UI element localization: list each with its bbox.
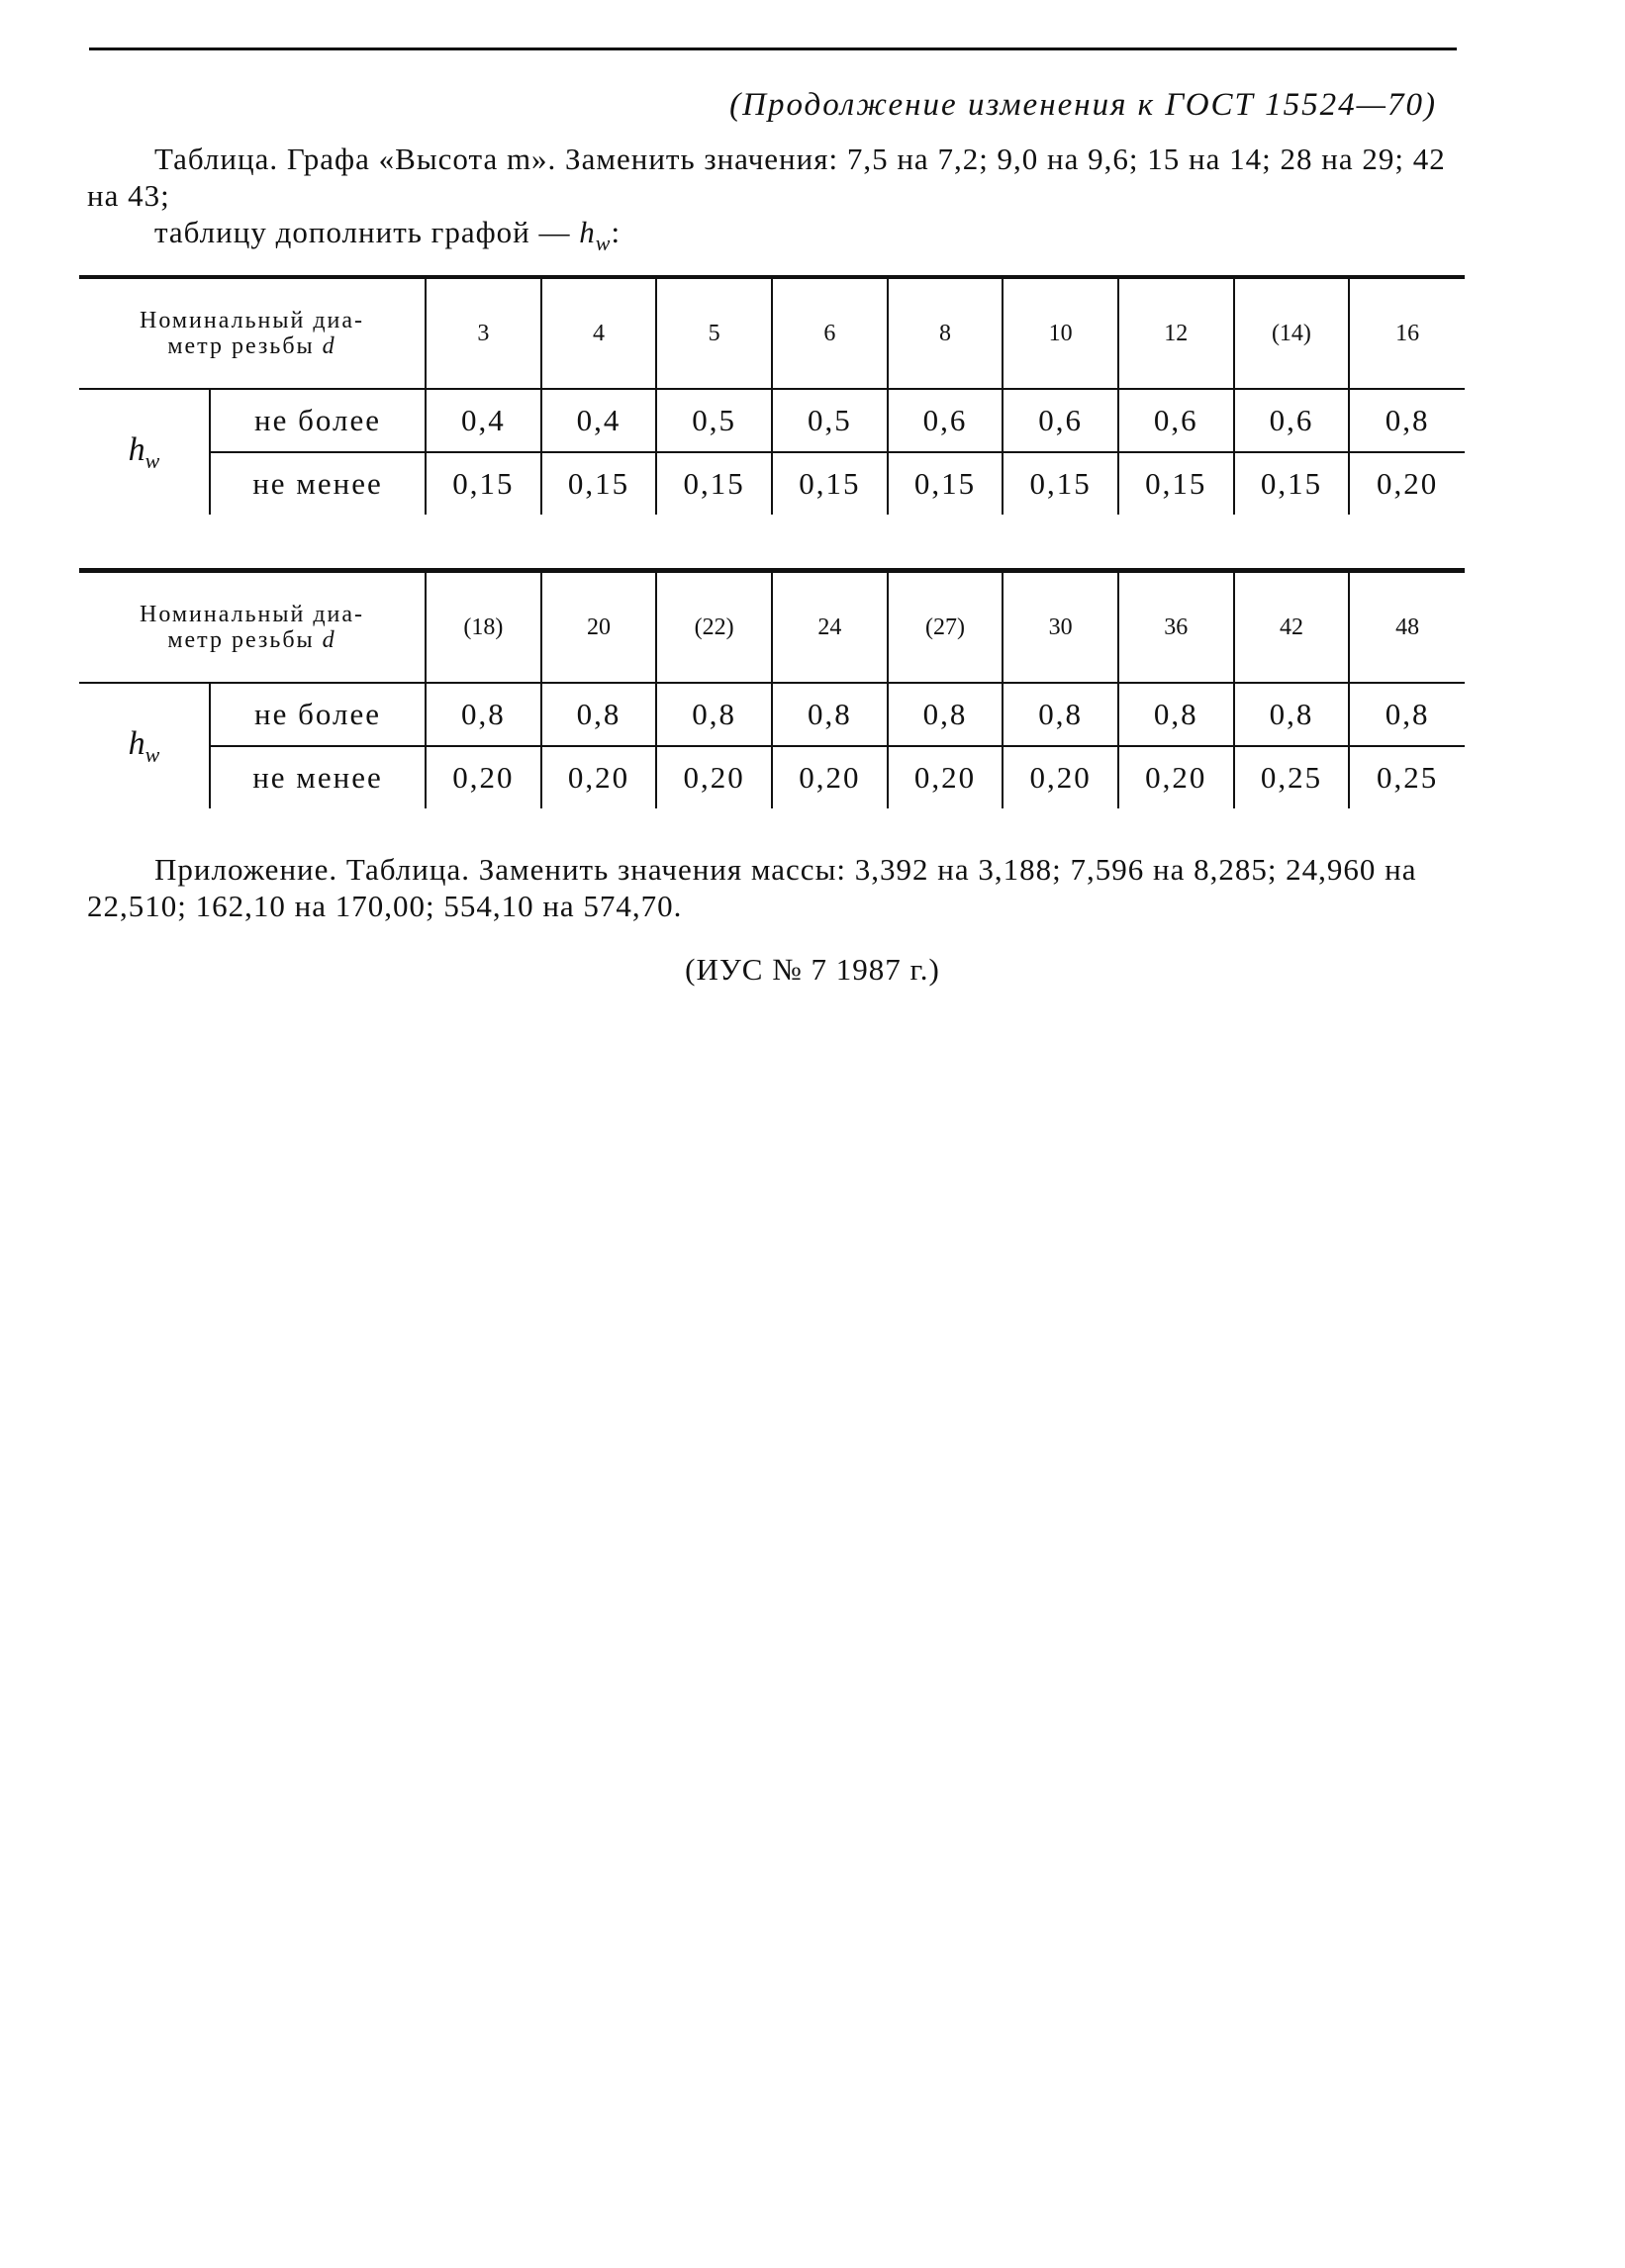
diameter-cell: 20 (541, 571, 657, 684)
diameter-label-cell: Номинальный диа- метр резьбы d (79, 571, 426, 684)
value-cell: 0,15 (1118, 452, 1234, 515)
table-row-min (79, 452, 1465, 515)
table-row-min (79, 746, 1465, 808)
diameter-cell: 30 (1003, 571, 1118, 684)
value-cell: 0,20 (1349, 452, 1465, 515)
value-cell: 0,20 (1003, 746, 1118, 808)
value-cell: 0,4 (426, 389, 541, 452)
table-header-row (79, 571, 1465, 684)
source-reference: (ИУС № 7 1987 г.) (685, 952, 940, 987)
value-cell: 0,6 (1118, 389, 1234, 452)
value-cell: 0,15 (888, 452, 1004, 515)
row-label-min: не менее (210, 746, 426, 808)
value-cell: 0,8 (772, 683, 888, 746)
row-label-max: не более (210, 389, 426, 452)
hw-row-symbol: $h_w$ (128, 430, 160, 473)
paragraph-line-2-suffix: : (611, 215, 621, 249)
diameter-cell: (14) (1234, 277, 1350, 389)
diameter-cell: 5 (656, 277, 772, 389)
diameter-cell: 6 (772, 277, 888, 389)
table-part-1 (79, 275, 1465, 515)
value-cell: 0,8 (1349, 683, 1465, 746)
diameter-cell: 36 (1118, 571, 1234, 684)
diameter-cell: 24 (772, 571, 888, 684)
diameter-cell: 42 (1234, 571, 1350, 684)
value-cell: 0,25 (1234, 746, 1350, 808)
value-cell: 0,8 (1003, 683, 1118, 746)
value-cell: 0,20 (426, 746, 541, 808)
value-cell: 0,25 (1349, 746, 1465, 808)
diameter-cell: 8 (888, 277, 1004, 389)
diameter-cell: (27) (888, 571, 1004, 684)
diameter-cell: 12 (1118, 277, 1234, 389)
diameter-cell: 16 (1349, 277, 1465, 389)
value-cell: 0,5 (772, 389, 888, 452)
diameter-cell: (22) (656, 571, 772, 684)
value-cell: 0,20 (772, 746, 888, 808)
diameter-cell: 48 (1349, 571, 1465, 684)
diameter-cell: 4 (541, 277, 657, 389)
value-cell: 0,15 (1003, 452, 1118, 515)
value-cell: 0,15 (656, 452, 772, 515)
value-cell: 0,8 (426, 683, 541, 746)
value-cell: 0,4 (541, 389, 657, 452)
value-cell: 0,8 (541, 683, 657, 746)
appendix-text: Приложение. Таблица. Заменить значения массы: 3,392 на 3,188; 7,596 на 8,285; 24,960 на 22,510; 162,10 на 170,00; 554,10 на 574,70. (87, 852, 1417, 923)
value-cell: 0,6 (1234, 389, 1350, 452)
table-header-row (79, 277, 1465, 389)
value-cell: 0,15 (426, 452, 541, 515)
value-cell: 0,15 (772, 452, 888, 515)
diameter-cell: 10 (1003, 277, 1118, 389)
value-cell: 0,6 (888, 389, 1004, 452)
diameter-label-cell: Номинальный диа- метр резьбы d (79, 277, 426, 389)
row-label-max: не более (210, 683, 426, 746)
hw-subscript: w (595, 231, 612, 255)
value-cell: 0,8 (1118, 683, 1234, 746)
value-cell: 0,20 (888, 746, 1004, 808)
value-cell: 0,20 (541, 746, 657, 808)
paragraph-appendix-change (87, 851, 1461, 924)
hw-symbol: h (579, 215, 596, 249)
table-part-2 (79, 568, 1465, 808)
paragraph-table-change (87, 141, 1461, 261)
continuation-header: (Продолжение изменения к ГОСТ 15524—70) (729, 87, 1437, 123)
table-row-max (79, 683, 1465, 746)
value-cell: 0,8 (1234, 683, 1350, 746)
value-cell: 0,20 (1118, 746, 1234, 808)
value-cell: 0,8 (1349, 389, 1465, 452)
diameter-cell: 3 (426, 277, 541, 389)
value-cell: 0,15 (1234, 452, 1350, 515)
value-cell: 0,5 (656, 389, 772, 452)
value-cell: 0,20 (656, 746, 772, 808)
value-cell: 0,8 (656, 683, 772, 746)
table-row-max (79, 389, 1465, 452)
value-cell: 0,15 (541, 452, 657, 515)
row-label-min: не менее (210, 452, 426, 515)
hw-row-symbol: $h_w$ (128, 724, 160, 767)
top-rule (89, 47, 1457, 50)
value-cell: 0,8 (888, 683, 1004, 746)
paragraph-line-2-prefix: таблицу дополнить графой — (154, 215, 571, 249)
value-cell: 0,6 (1003, 389, 1118, 452)
paragraph-line-1: Таблица. Графа «Высота m». Заменить значения: 7,5 на 7,2; 9,0 на 9,6; 15 на 14; 28 на 29; 42 на 43; (87, 142, 1446, 213)
diameter-cell: (18) (426, 571, 541, 684)
